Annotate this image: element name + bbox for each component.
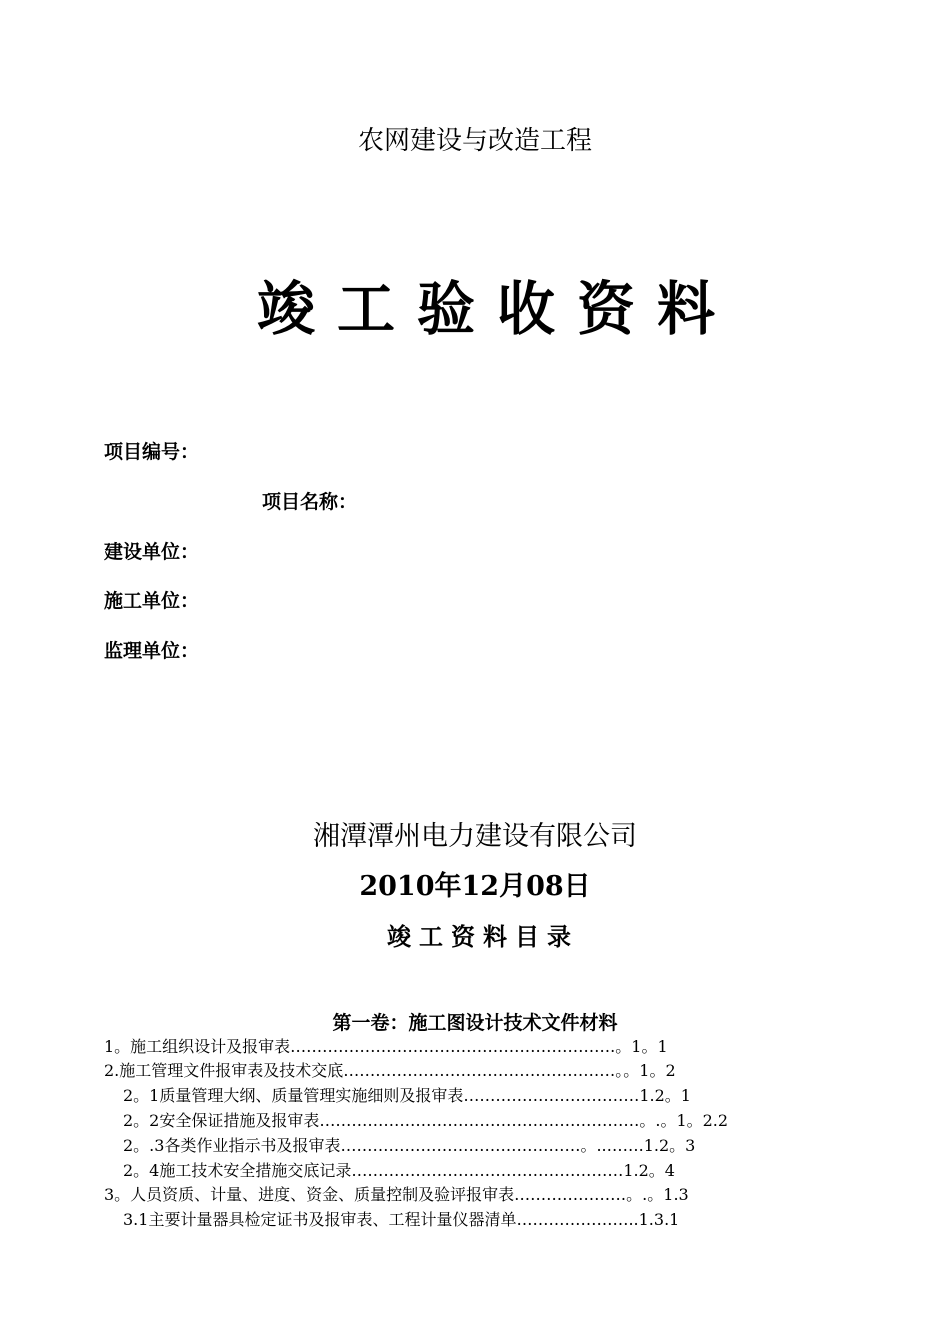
project-title: 农网建设与改造工程 [357, 126, 592, 156]
company-name: 湘潭潭州电力建设有限公司 [313, 821, 637, 852]
toc-entry: 2。2安全保证措施及报审表……………………………………………………。.。1。2.2 [123, 1111, 729, 1130]
project-name-label: 项目名称： [262, 491, 358, 513]
volume-title: 第一卷：施工图设计技术文件材料 [332, 1012, 618, 1034]
toc-entry: 2。1质量管理大纲、质量管理实施细则及报审表……………………………1.2。1 [123, 1086, 691, 1105]
constructor-label: 施工单位： [104, 590, 200, 612]
document-date: 2010年12月08日 [359, 871, 591, 902]
toc-title: 竣工资料目录 [387, 922, 579, 951]
toc-entry: 2。.3各类作业指示书及报审表………………………………………。..…….1.2。3 [123, 1136, 696, 1155]
builder-label: 建设单位： [104, 541, 200, 563]
toc-entry: 2。4施工技术安全措施交底记录……………………………………………1.2。4 [123, 1161, 675, 1180]
project-number-label: 项目编号： [104, 441, 200, 463]
toc-entry: 2.施工管理文件报审表及技术交底……………………………………………。。1。2 [104, 1061, 676, 1080]
document-title: 竣工验收资料 [256, 275, 737, 343]
toc-entry: 3.1主要计量器具检定证书及报审表、工程计量仪器清单…………………..1.3.1 [123, 1210, 680, 1229]
toc-entry: 3。人员资质、计量、进度、资金、质量控制及验评报审表…………………。.。1.3 [104, 1185, 689, 1204]
toc-entry: 1。施工组织设计及报审表…………………………………………………….。1。1 [104, 1037, 668, 1056]
supervisor-label: 监理单位： [104, 640, 200, 662]
